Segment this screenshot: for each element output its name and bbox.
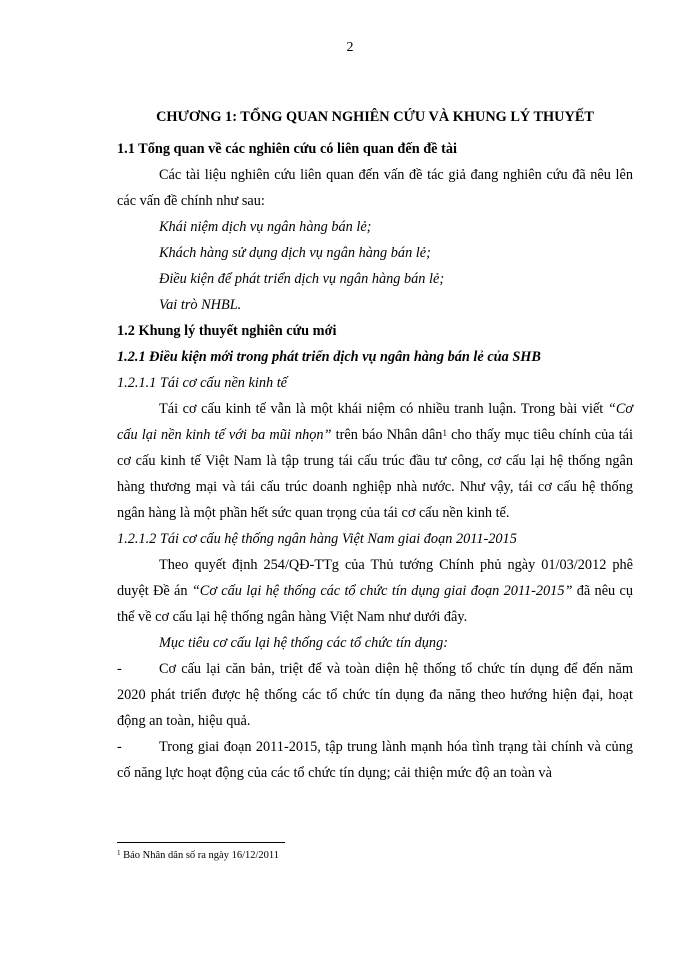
- project-title-quote: “Cơ cấu lại hệ thống các tổ chức tín dụng giai đoạn 2011-2015”: [191, 583, 573, 599]
- footnote-text: Báo Nhân dân số ra ngày 16/12/2011: [123, 850, 280, 861]
- footnote: [117, 850, 279, 861]
- objectives-heading: Mục tiêu cơ cấu lại hệ thống các tổ chức tín dụng:: [159, 635, 448, 651]
- page-number: 2: [346, 40, 354, 55]
- intro-paragraph: Các tài liệu nghiên cứu liên quan đến vấn đề tác giả đang nghiên cứu đã nêu lên các vấn đề chính như sau:: [117, 167, 633, 209]
- paragraph-decision: [117, 552, 633, 630]
- subsection-heading-1-2-1: 1.2.1 Điều kiện mới trong phát triển dịch vụ ngân hàng bán lẻ của SHB: [117, 349, 541, 365]
- footnote-separator: [117, 842, 285, 843]
- list-item: Khái niệm dịch vụ ngân hàng bán lẻ;: [159, 219, 372, 235]
- list-item: Vai trò NHBL.: [159, 297, 242, 313]
- document-body: [117, 108, 633, 786]
- paragraph-text: trên báo Nhân dân: [331, 427, 443, 443]
- dash-item-text: Cơ cấu lại căn bản, triệt để và toàn diện hệ thống tổ chức tín dụng để đến năm 2020 phát triển được hệ thống các tổ chức tín dụng đa năng theo hướng hiện đại, hoạt động an toàn, hiệu quả.: [117, 661, 633, 729]
- dash-item-text: Trong giai đoạn 2011-2015, tập trung lành mạnh hóa tình trạng tài chính và củng cố năng lực hoạt động của các tổ chức tín dụng; cải thiện mức độ an toàn và: [117, 739, 633, 781]
- dash-list-item: [117, 656, 633, 734]
- dash-marker: -: [117, 661, 122, 677]
- section-heading-1-1: 1.1 Tổng quan về các nghiên cứu có liên quan đến đề tài: [117, 141, 457, 157]
- paragraph-restructuring: [117, 396, 633, 526]
- list-item: Khách hàng sử dụng dịch vụ ngân hàng bán lẻ;: [159, 245, 431, 261]
- list-item: Điều kiện để phát triển dịch vụ ngân hàng bán lẻ;: [159, 271, 445, 287]
- subsection-heading-1-2-1-1: 1.2.1.1 Tái cơ cấu nền kinh tế: [117, 375, 288, 391]
- article-title-quote: “Cơ cấu lại nền kinh tế với ba mũi nhọn”: [117, 401, 633, 443]
- paragraph-text: Tái cơ cấu kinh tế vẫn là một khái niệm có nhiều tranh luận. Trong bài viết: [159, 401, 608, 417]
- paragraph-text: cho thấy mục tiêu chính của tái cơ cấu kinh tế Việt Nam là tập trung tái cấu trúc đầu tư công, cơ cấu lại hệ thống ngân hàng thương mại và tái cấu trúc doanh nghiệp nhà nước. Như vậy, tái cơ cấu hệ thống ngân hàng là một phần hết sức quan trọng của tái cơ cấu nền kinh tế.: [117, 427, 634, 521]
- footnote-reference: 1: [442, 428, 447, 438]
- paragraph-text: đã nêu cụ thể về cơ cấu lại hệ thống ngân hàng Việt Nam như dưới đây.: [117, 583, 633, 625]
- chapter-title: CHƯƠNG 1: TỔNG QUAN NGHIÊN CỨU VÀ KHUNG LÝ THUYẾT: [156, 109, 594, 125]
- section-heading-1-2: 1.2 Khung lý thuyết nghiên cứu mới: [117, 323, 337, 339]
- paragraph-text: Theo quyết định 254/QĐ-TTg của Thủ tướng Chính phủ ngày 01/03/2012 phê duyệt Đề án: [117, 557, 633, 599]
- dash-marker: -: [117, 739, 122, 755]
- dash-list-item: [117, 734, 633, 786]
- subsection-heading-1-2-1-2: 1.2.1.2 Tái cơ cấu hệ thống ngân hàng Việt Nam giai đoạn 2011-2015: [117, 531, 517, 547]
- footnote-number: 1: [117, 849, 121, 857]
